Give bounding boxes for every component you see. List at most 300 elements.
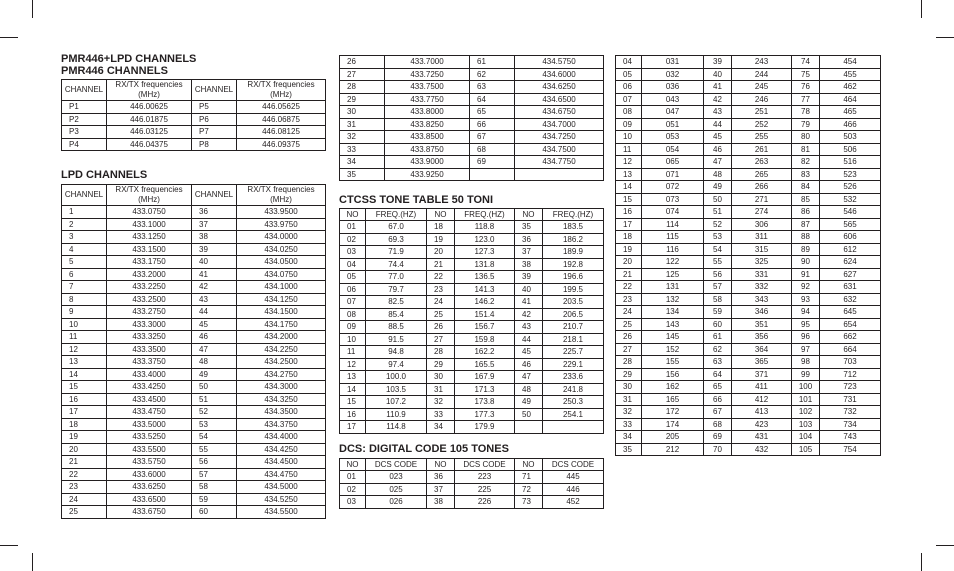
table-cell: 36	[427, 471, 455, 484]
column-header: DCS CODE	[543, 459, 604, 471]
table-cell: 28	[616, 356, 642, 369]
table-cell: 445	[543, 471, 604, 484]
table-cell: 78	[792, 106, 820, 119]
table-row	[616, 243, 881, 256]
table-cell: 274	[732, 206, 792, 219]
table-row	[616, 418, 881, 431]
table-cell: 122	[642, 256, 704, 269]
table-cell: 44	[704, 118, 732, 131]
table-row	[340, 81, 604, 94]
table-row	[340, 346, 604, 359]
table-cell: 664	[820, 343, 881, 356]
table-row	[62, 406, 326, 419]
pmr-title: PMR446 CHANNELS	[61, 65, 168, 77]
table-cell: 071	[642, 168, 704, 181]
table-cell: 252	[732, 118, 792, 131]
crop-mark	[32, 0, 33, 18]
table-cell: 36	[515, 233, 543, 246]
column-header: CHANNEL	[192, 80, 237, 101]
table-row	[340, 143, 604, 156]
table-row	[340, 308, 604, 321]
table-cell: 23	[616, 293, 642, 306]
dcs-code-table	[339, 458, 604, 509]
table-cell: 434.5250	[237, 493, 326, 506]
table-cell: 34	[340, 156, 385, 169]
table-cell: 434.6500	[515, 93, 604, 106]
table-cell: 411	[732, 381, 792, 394]
table-cell: 413	[732, 406, 792, 419]
table-cell: 412	[732, 393, 792, 406]
table-cell: 75	[792, 68, 820, 81]
table-cell: 229.1	[543, 358, 604, 371]
table-row	[616, 306, 881, 319]
column-header: NO	[427, 459, 455, 471]
table-cell: 245	[732, 81, 792, 94]
table-cell: 27	[427, 333, 455, 346]
table-cell: 66	[470, 118, 515, 131]
table-row	[340, 396, 604, 409]
table-cell: 46	[192, 331, 237, 344]
table-cell: 734	[820, 418, 881, 431]
table-row	[340, 283, 604, 296]
table-cell: 255	[732, 131, 792, 144]
table-cell: 311	[732, 231, 792, 244]
table-cell: 49	[515, 396, 543, 409]
table-cell: 35	[515, 221, 543, 234]
table-cell: 446.03125	[107, 126, 192, 139]
table-cell: 434.0750	[237, 268, 326, 281]
table-cell: 22	[62, 468, 107, 481]
table-cell: 114.8	[366, 421, 427, 434]
table-cell: 186.2	[543, 233, 604, 246]
table-row	[340, 131, 604, 144]
table-cell: 159.8	[455, 333, 515, 346]
table-cell: 115	[642, 231, 704, 244]
table-cell: 71.9	[366, 246, 427, 259]
table-cell: 21	[616, 268, 642, 281]
table-cell: 102	[792, 406, 820, 419]
table-row	[616, 293, 881, 306]
table-cell: 15	[616, 193, 642, 206]
table-cell: 073	[642, 193, 704, 206]
table-cell: 07	[616, 93, 642, 106]
table-cell: 434.2000	[237, 331, 326, 344]
pmr-channels-table	[61, 79, 326, 151]
column-header: FREQ.(HZ)	[366, 209, 427, 221]
table-row	[616, 143, 881, 156]
table-cell: 53	[192, 418, 237, 431]
table-cell: 433.1250	[107, 231, 192, 244]
table-row	[616, 431, 881, 444]
table-cell: 61	[704, 331, 732, 344]
table-cell: 118.8	[455, 221, 515, 234]
table-cell: 69	[470, 156, 515, 169]
table-cell: 433.6500	[107, 493, 192, 506]
dcs-title: DCS: DIGITAL CODE 105 TONES	[339, 443, 509, 455]
table-row	[340, 156, 604, 169]
table-cell: 09	[340, 321, 366, 334]
table-cell: 31	[340, 118, 385, 131]
table-cell: 218.1	[543, 333, 604, 346]
table-row	[62, 456, 326, 469]
table-cell: 29	[340, 93, 385, 106]
table-cell: 80	[792, 131, 820, 144]
table-row	[340, 221, 604, 234]
table-row	[616, 443, 881, 456]
table-cell: 434.1250	[237, 293, 326, 306]
table-cell: 103	[792, 418, 820, 431]
crop-mark	[0, 545, 18, 546]
column-header: NO	[427, 209, 455, 221]
table-row	[616, 393, 881, 406]
table-cell: 162	[642, 381, 704, 394]
table-cell: 434.2500	[237, 356, 326, 369]
table-cell: 434.7000	[515, 118, 604, 131]
table-cell: 41	[192, 268, 237, 281]
table-cell: 434.5750	[515, 56, 604, 69]
table-row	[340, 258, 604, 271]
table-cell: 76	[792, 81, 820, 94]
table-cell: 434.4500	[237, 456, 326, 469]
table-row	[62, 268, 326, 281]
table-cell: 251	[732, 106, 792, 119]
table-cell: 125	[642, 268, 704, 281]
table-cell: 433.4750	[107, 406, 192, 419]
table-cell: 565	[820, 218, 881, 231]
table-cell: 27	[340, 68, 385, 81]
table-cell: 03	[340, 496, 366, 509]
table-cell: 95	[792, 318, 820, 331]
table-row	[616, 381, 881, 394]
table-row	[616, 131, 881, 144]
table-cell: 433.8500	[385, 131, 470, 144]
crop-mark	[921, 553, 922, 571]
table-cell: 10	[62, 318, 107, 331]
table-cell: 146.2	[455, 296, 515, 309]
table-cell: 2	[62, 218, 107, 231]
table-row	[616, 356, 881, 369]
table-cell: 30	[427, 371, 455, 384]
table-row	[340, 271, 604, 284]
table-cell: 81	[792, 143, 820, 156]
table-cell: 455	[820, 68, 881, 81]
table-cell: 13	[340, 371, 366, 384]
table-cell: 433.2000	[107, 268, 192, 281]
table-cell: 172	[642, 406, 704, 419]
table-cell: 19	[427, 233, 455, 246]
table-cell: 434.0250	[237, 243, 326, 256]
table-cell: 56	[192, 456, 237, 469]
table-cell: 84	[792, 181, 820, 194]
table-row	[616, 156, 881, 169]
table-cell: 351	[732, 318, 792, 331]
table-cell: 39	[192, 243, 237, 256]
table-cell: 246	[732, 93, 792, 106]
table-cell: 10	[616, 131, 642, 144]
table-row	[616, 68, 881, 81]
table-cell: 50	[515, 408, 543, 421]
table-row	[616, 318, 881, 331]
table-cell: 46	[515, 358, 543, 371]
table-cell: 433.5250	[107, 431, 192, 444]
table-cell: 434.3250	[237, 393, 326, 406]
table-row	[62, 343, 326, 356]
table-cell: P5	[192, 101, 237, 114]
table-cell: 34	[427, 421, 455, 434]
table-cell: 18	[616, 231, 642, 244]
table-cell: 14	[340, 383, 366, 396]
table-cell: 434.1750	[237, 318, 326, 331]
table-cell: 433.6000	[107, 468, 192, 481]
table-cell: 516	[820, 156, 881, 169]
table-row	[616, 181, 881, 194]
table-cell: 32	[616, 406, 642, 419]
table-cell: 24	[427, 296, 455, 309]
table-cell: 65	[470, 106, 515, 119]
table-cell: 433.3500	[107, 343, 192, 356]
table-cell: 532	[820, 193, 881, 206]
table-cell: 58	[192, 481, 237, 494]
table-cell: 343	[732, 293, 792, 306]
table-cell: 88	[792, 231, 820, 244]
table-cell: 131.8	[455, 258, 515, 271]
table-cell: 24	[616, 306, 642, 319]
table-row	[62, 368, 326, 381]
table-cell: 49	[704, 181, 732, 194]
table-row	[62, 126, 326, 139]
table-cell: 4	[62, 243, 107, 256]
table-cell: 13	[62, 356, 107, 369]
table-cell: 96	[792, 331, 820, 344]
table-cell: 103.5	[366, 383, 427, 396]
table-cell: 20	[427, 246, 455, 259]
table-cell: 10	[340, 333, 366, 346]
table-row	[340, 333, 604, 346]
crop-mark	[0, 37, 18, 38]
table-cell: 526	[820, 181, 881, 194]
table-cell: 92	[792, 281, 820, 294]
table-cell: 434.4250	[237, 443, 326, 456]
table-cell: 8	[62, 293, 107, 306]
table-cell: 97.4	[366, 358, 427, 371]
table-cell: 93	[792, 293, 820, 306]
table-cell: 192.8	[543, 258, 604, 271]
table-cell: 53	[704, 231, 732, 244]
table-cell: 61	[470, 56, 515, 69]
table-cell: 50	[192, 381, 237, 394]
table-cell: 39	[704, 56, 732, 69]
table-row	[616, 406, 881, 419]
table-cell: 56	[704, 268, 732, 281]
table-cell: 91	[792, 268, 820, 281]
table-cell: P2	[62, 113, 107, 126]
table-cell: 09	[616, 118, 642, 131]
table-cell: 54	[704, 243, 732, 256]
table-cell: 433.4500	[107, 393, 192, 406]
table-cell: 21	[427, 258, 455, 271]
table-cell: 37	[515, 246, 543, 259]
table-cell: 156.7	[455, 321, 515, 334]
table-cell: 446.05625	[237, 101, 326, 114]
table-cell: 433.8000	[385, 106, 470, 119]
table-cell	[515, 168, 604, 181]
table-cell: 434.1500	[237, 306, 326, 319]
table-cell: 94.8	[366, 346, 427, 359]
table-cell: 12	[340, 358, 366, 371]
table-cell: 60	[192, 506, 237, 519]
table-cell: 047	[642, 106, 704, 119]
table-row	[62, 381, 326, 394]
table-cell: 01	[340, 471, 366, 484]
column-header: NO	[340, 209, 366, 221]
table-cell: 433.2750	[107, 306, 192, 319]
table-row	[62, 318, 326, 331]
table-cell: 26	[616, 331, 642, 344]
table-cell: 325	[732, 256, 792, 269]
table-row	[340, 233, 604, 246]
table-cell: 433.0750	[107, 206, 192, 219]
table-cell: 432	[732, 443, 792, 456]
table-cell: 65	[704, 381, 732, 394]
table-cell: 49	[192, 368, 237, 381]
table-cell: 131	[642, 281, 704, 294]
table-cell: 37	[427, 483, 455, 496]
table-cell: 225	[455, 483, 515, 496]
table-cell: 433.2250	[107, 281, 192, 294]
table-cell: 12	[62, 343, 107, 356]
table-cell: 506	[820, 143, 881, 156]
table-row	[62, 331, 326, 344]
table-cell: 48	[192, 356, 237, 369]
table-cell: 523	[820, 168, 881, 181]
table-row	[62, 113, 326, 126]
table-row	[340, 68, 604, 81]
table-cell: 34	[616, 431, 642, 444]
table-row	[340, 408, 604, 421]
table-cell: 025	[366, 483, 427, 496]
table-cell: 271	[732, 193, 792, 206]
table-cell: 433.8750	[385, 143, 470, 156]
table-cell: 433.3750	[107, 356, 192, 369]
table-cell: 45	[515, 346, 543, 359]
table-cell: 155	[642, 356, 704, 369]
table-cell: 632	[820, 293, 881, 306]
table-cell: 331	[732, 268, 792, 281]
table-cell: 17	[340, 421, 366, 434]
lpd-channels-continued-table	[339, 55, 604, 181]
table-cell: 86	[792, 206, 820, 219]
table-cell: 332	[732, 281, 792, 294]
table-row	[62, 356, 326, 369]
table-cell: 38	[427, 496, 455, 509]
table-cell: 433.9250	[385, 168, 470, 181]
table-cell: 043	[642, 93, 704, 106]
table-cell: 612	[820, 243, 881, 256]
table-cell: 42	[192, 281, 237, 294]
table-cell: 223	[455, 471, 515, 484]
table-cell: 40	[515, 283, 543, 296]
table-cell: 433.3000	[107, 318, 192, 331]
table-cell: 434.7500	[515, 143, 604, 156]
table-cell: 6	[62, 268, 107, 281]
table-cell: 51	[704, 206, 732, 219]
table-cell: 365	[732, 356, 792, 369]
table-cell: 174	[642, 418, 704, 431]
table-cell: 036	[642, 81, 704, 94]
table-cell: 47	[192, 343, 237, 356]
table-cell: 464	[820, 93, 881, 106]
table-row	[616, 81, 881, 94]
table-cell: 434.3000	[237, 381, 326, 394]
table-cell	[543, 421, 604, 434]
column-header: RX/TX frequencies (MHz)	[107, 80, 192, 101]
table-cell: 25	[62, 506, 107, 519]
table-cell: 82.5	[366, 296, 427, 309]
table-cell: 21	[62, 456, 107, 469]
table-cell: 47	[515, 371, 543, 384]
table-cell: 606	[820, 231, 881, 244]
table-cell: 43	[704, 106, 732, 119]
table-cell: 433.1500	[107, 243, 192, 256]
table-cell: 18	[427, 221, 455, 234]
table-cell: 732	[820, 406, 881, 419]
table-cell: 27	[616, 343, 642, 356]
table-row	[340, 56, 604, 69]
table-cell: 58	[704, 293, 732, 306]
table-cell: 67	[470, 131, 515, 144]
table-cell: 434.5500	[237, 506, 326, 519]
table-cell: 434.0500	[237, 256, 326, 269]
table-cell: 74	[792, 56, 820, 69]
table-cell: 62	[704, 343, 732, 356]
table-cell: 434.2750	[237, 368, 326, 381]
lpd-channels-table	[61, 184, 326, 519]
table-cell: 546	[820, 206, 881, 219]
table-cell: 41	[515, 296, 543, 309]
table-cell: 23	[427, 283, 455, 296]
column-header: NO	[515, 459, 543, 471]
table-cell: 162.2	[455, 346, 515, 359]
table-cell: 7	[62, 281, 107, 294]
table-cell: 54	[192, 431, 237, 444]
table-row	[62, 281, 326, 294]
table-cell: 433.5750	[107, 456, 192, 469]
table-cell: 265	[732, 168, 792, 181]
table-cell: 15	[62, 381, 107, 394]
lpd-title: LPD CHANNELS	[61, 169, 148, 181]
table-cell: 212	[642, 443, 704, 456]
table-cell: 072	[642, 181, 704, 194]
table-cell: 48	[515, 383, 543, 396]
table-cell: 36	[192, 206, 237, 219]
table-row	[616, 193, 881, 206]
table-cell: 07	[340, 296, 366, 309]
table-cell: 136.5	[455, 271, 515, 284]
table-row	[62, 218, 326, 231]
table-cell: 16	[340, 408, 366, 421]
table-row	[340, 106, 604, 119]
table-cell: 08	[340, 308, 366, 321]
table-cell: 38	[192, 231, 237, 244]
table-cell: 18	[62, 418, 107, 431]
table-cell: 662	[820, 331, 881, 344]
table-cell: 654	[820, 318, 881, 331]
table-cell: 29	[616, 368, 642, 381]
table-row	[62, 468, 326, 481]
table-cell: 59	[704, 306, 732, 319]
table-cell: 45	[704, 131, 732, 144]
table-cell: 19	[62, 431, 107, 444]
